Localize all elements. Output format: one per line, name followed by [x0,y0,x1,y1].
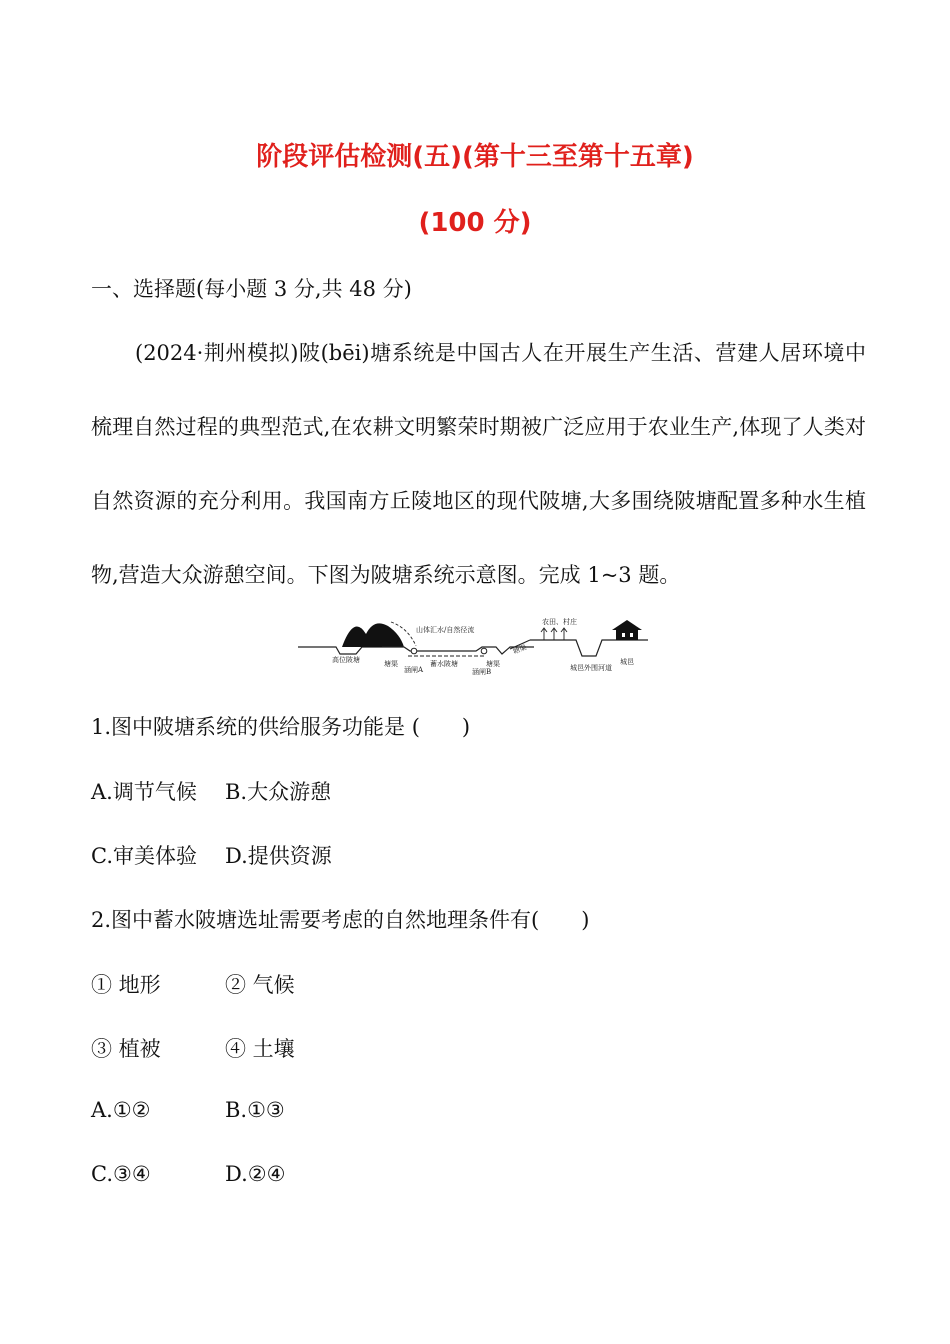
question-2-stem: 2.图中蓄水陂塘选址需要考虑的自然地理条件有( ) [91,908,590,932]
label-runoff: 山体汇水/自然径流 [416,626,475,634]
question-2-option-a[interactable]: A.①② [91,1098,151,1122]
question-2-item-3: ③ 植被 [91,1037,161,1061]
question-1-option-d[interactable]: D.提供资源 [225,844,332,868]
document-title: 阶段评估检测(五)(第十三至第十五章) [256,142,694,172]
label-canal-3: 塘渠 [511,643,528,656]
label-canal-2: 塘渠 [486,660,500,668]
label-high-pond: 高位陂塘 [332,656,360,664]
pond-system-diagram [296,616,648,678]
label-sluice-b: 涵闸B [472,668,492,676]
question-1-option-c[interactable]: C.审美体验 [91,844,197,868]
passage [91,316,866,612]
question-2-option-d[interactable]: D.②④ [225,1162,286,1186]
question-2-option-b[interactable]: B.①③ [225,1098,285,1122]
section-heading: 一、选择题(每小题 3 分,共 48 分) [91,277,412,301]
label-storage-pond: 蓄水陂塘 [430,660,458,668]
passage-text: (2024·荆州模拟)陂(bēi)塘系统是中国古人在开展生产生活、营建人居环境中梳理自然过程的典型范式,在农耕文明繁荣时期被广泛应用于农业生产,体现了人类对自然资源的充分利用。我国南方丘陵地区的现代陂塘,大多围绕陂塘配置多种水生植物,营造大众游憩空间。下图为陂塘系统示意图。完成 1~3 题。 [91,341,866,587]
label-river: 城邑外围河道 [570,664,612,672]
label-farmland: 农田、村庄 [542,618,577,626]
total-score: (100 分) [418,208,532,238]
label-sluice-a: 涵闸A [404,666,424,674]
question-1-stem: 1.图中陂塘系统的供给服务功能是 ( ) [91,715,471,739]
question-2-item-1: ① 地形 [91,973,161,997]
label-city: 城邑 [620,658,634,666]
question-1-option-a[interactable]: A.调节气候 [91,780,197,804]
question-2-item-4: ④ 土壤 [225,1037,295,1061]
question-2-item-2: ② 气候 [225,973,295,997]
question-1-option-b[interactable]: B.大众游憩 [225,780,332,804]
label-canal-1: 塘渠 [384,660,398,668]
question-2-option-c[interactable]: C.③④ [91,1162,151,1186]
